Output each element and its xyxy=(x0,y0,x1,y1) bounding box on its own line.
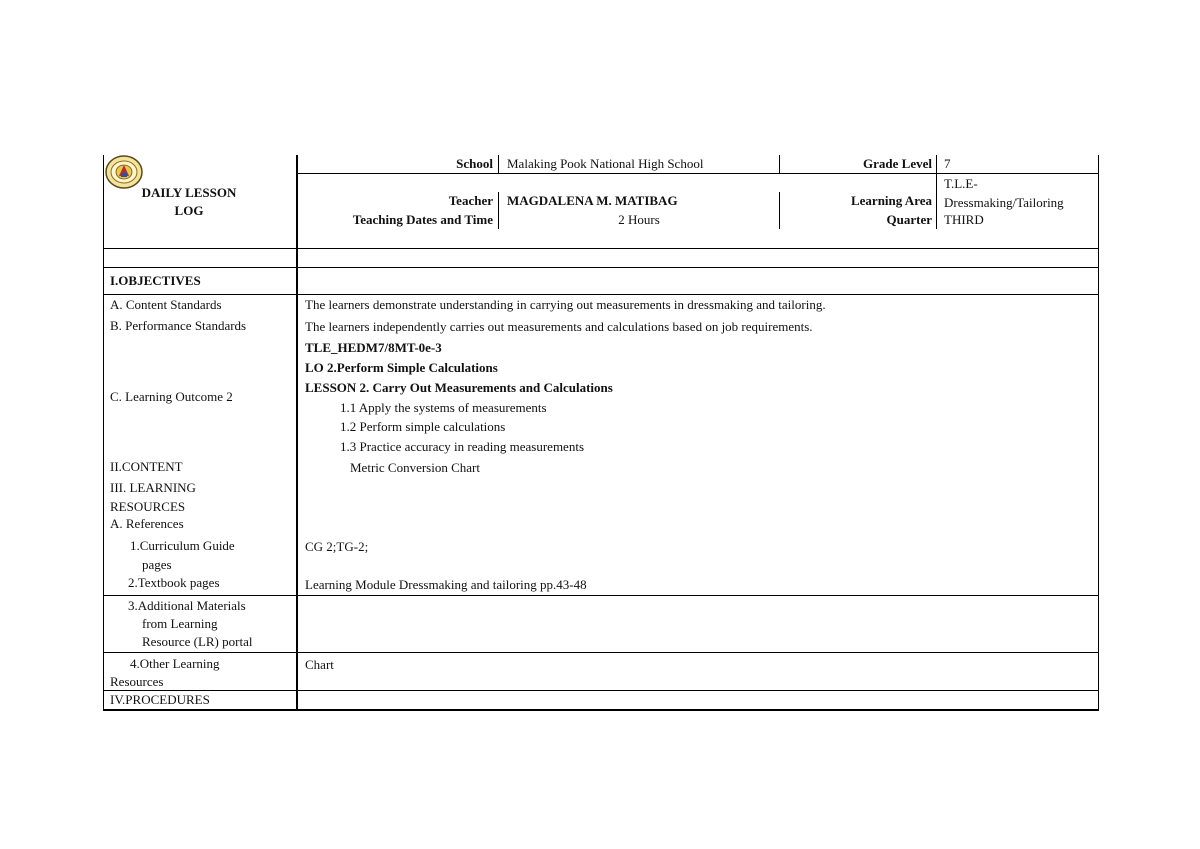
outcome-item: 1.3 Practice accuracy in reading measurements xyxy=(340,439,584,454)
additional-materials-label xyxy=(128,597,252,651)
page-title xyxy=(104,184,274,220)
label-line: 4.Other Learning xyxy=(130,656,220,671)
grid-line xyxy=(103,595,1099,596)
outcome-item: 1.2 Perform simple calculations xyxy=(340,419,506,434)
learning-outcome-label: C. Learning Outcome 2 xyxy=(110,389,233,404)
grid-line xyxy=(498,155,499,173)
learning-resources-label xyxy=(110,478,196,516)
label-line: Resource (LR) portal xyxy=(142,634,253,649)
area-value-line: Dressmaking/Tailoring xyxy=(944,195,1064,210)
title-line: LOG xyxy=(174,203,204,218)
learning-outcome-title: LO 2.Perform Simple Calculations xyxy=(305,360,498,375)
grid-line xyxy=(779,155,780,173)
competency-code: TLE_HEDM7/8MT-0e-3 xyxy=(305,340,442,355)
label-line: 3.Additional Materials xyxy=(128,598,246,613)
area-label: Learning Area xyxy=(850,193,932,208)
grade-label: Grade Level xyxy=(863,156,932,171)
content-standards-value: The learners demonstrate understanding in carrying out measurements in dressmaking and tailoring. xyxy=(305,297,826,312)
grid-line xyxy=(103,652,1099,653)
grid-line xyxy=(103,267,1099,268)
textbook-label: 2.Textbook pages xyxy=(128,575,220,590)
grid-line xyxy=(103,294,1099,295)
label-line: III. LEARNING xyxy=(110,480,196,495)
school-value: Malaking Pook National High School xyxy=(507,156,704,171)
teacher-value: MAGDALENA M. MATIBAG xyxy=(507,193,678,208)
grid-line xyxy=(936,155,937,173)
other-resources-label xyxy=(110,655,220,691)
textbook-value: Learning Module Dressmaking and tailoring pp.43-48 xyxy=(305,577,587,592)
content-value: Metric Conversion Chart xyxy=(350,460,480,475)
other-resources-value: Chart xyxy=(305,657,334,672)
grid-line xyxy=(936,174,937,229)
grid-line xyxy=(296,155,298,710)
label-line: Resources xyxy=(110,674,164,689)
title-line: DAILY LESSON xyxy=(141,185,237,200)
dates-value: 2 Hours xyxy=(618,212,660,227)
grade-value: 7 xyxy=(944,156,951,171)
label-line: from Learning xyxy=(142,616,218,631)
label-line: pages xyxy=(142,557,172,572)
grid-line xyxy=(103,155,104,710)
school-label: School xyxy=(456,156,493,171)
objectives-heading: I.OBJECTIVES xyxy=(110,273,201,288)
performance-standards-value: The learners independently carries out measurements and calculations based on job requirements. xyxy=(305,319,813,334)
quarter-value: THIRD xyxy=(944,212,984,227)
grid-line xyxy=(103,690,1099,691)
grid-line xyxy=(1098,155,1099,710)
grid-line xyxy=(103,709,1099,711)
area-value xyxy=(944,174,1099,212)
dates-label: Teaching Dates and Time xyxy=(352,212,493,227)
curriculum-guide-label xyxy=(130,536,235,574)
content-label: II.CONTENT xyxy=(110,459,183,474)
label-line: 1.Curriculum Guide xyxy=(130,538,235,553)
lesson-title: LESSON 2. Carry Out Measurements and Calculations xyxy=(305,380,613,395)
quarter-label: Quarter xyxy=(886,212,932,227)
grid-line xyxy=(103,248,1099,249)
references-label: A. References xyxy=(110,516,184,531)
label-line: RESOURCES xyxy=(110,499,186,514)
procedures-label: IV.PROCEDURES xyxy=(110,692,210,707)
outcome-item: 1.1 Apply the systems of measurements xyxy=(340,400,547,415)
curriculum-guide-value: CG 2;TG-2; xyxy=(305,539,369,554)
grid-line xyxy=(779,192,780,229)
area-value-line: T.L.E- xyxy=(944,176,978,191)
teacher-label: Teacher xyxy=(448,193,493,208)
performance-standards-label: B. Performance Standards xyxy=(110,318,247,333)
content-standards-label: A. Content Standards xyxy=(110,297,222,312)
